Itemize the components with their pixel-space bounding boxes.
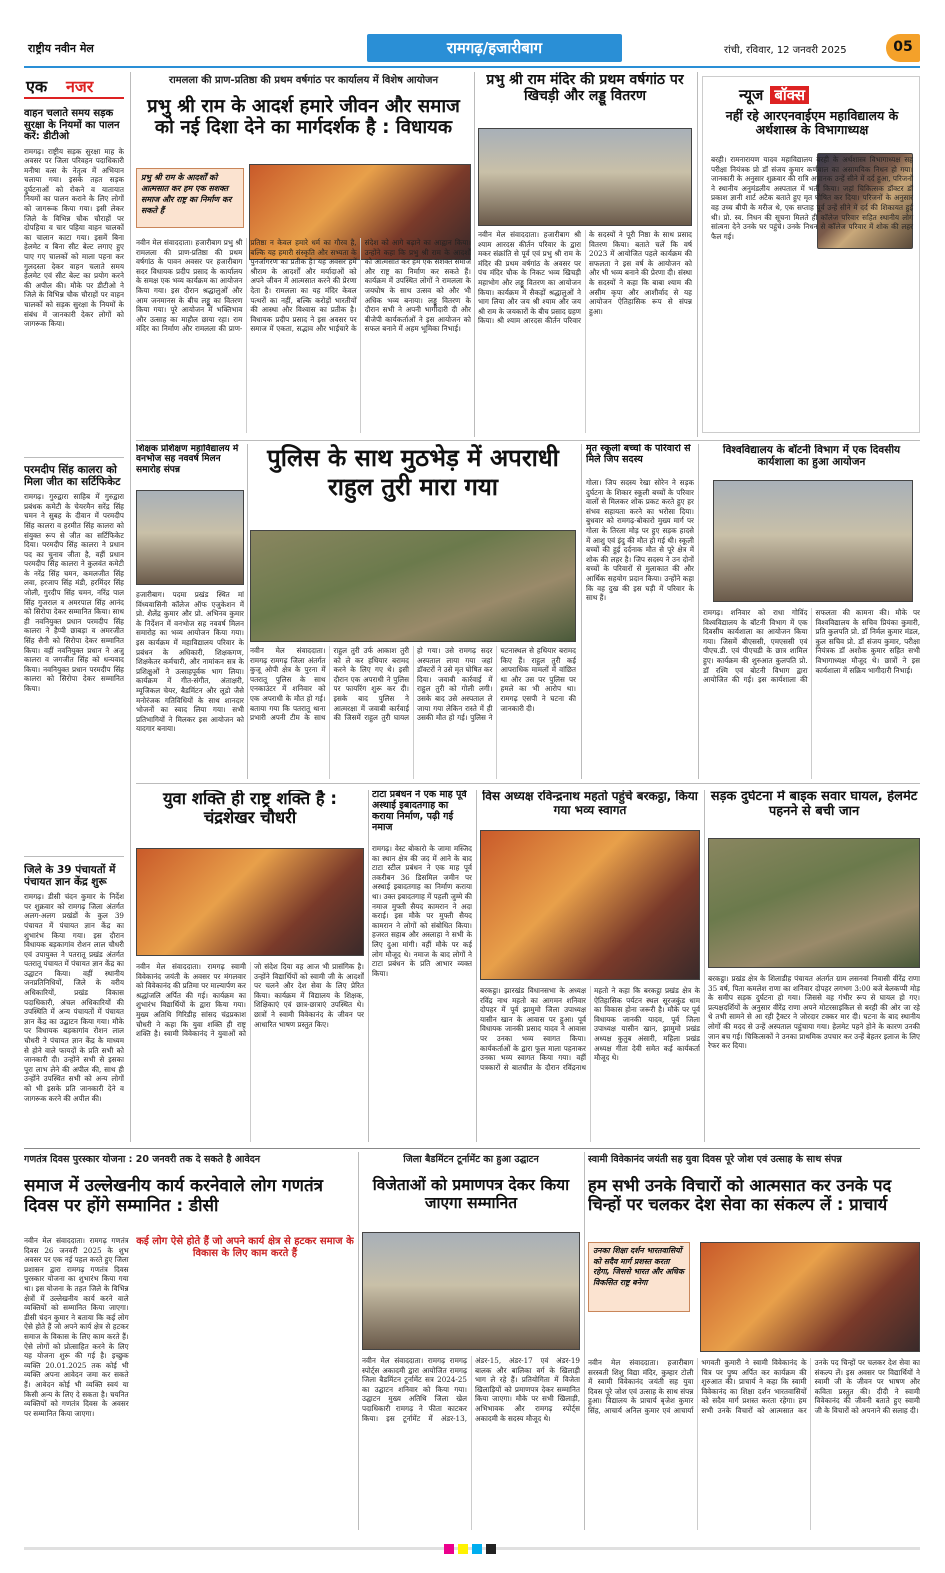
badminton-kicker: जिला बैडमिंटन टूर्नामेंट का हुआ उद्घाटन: [403, 1154, 539, 1165]
yuva-body: नवीन मेल संवाददाता। रामगढ़ स्वामी विवेकानंद जयंती के अवसर पर मंगलवार को विवेकानंद की प्रतिमा पर माल्यार्पण कर श्रद्धांजलि अर्पित की गई। कार्यक्रम का शुभारंभ विद्यार्थियों के द्वारा किया गया। मुख्य अतिथि गिरिडीह सांसद चंद्रप्रकाश चौधरी ने कहा कि युवा शक्ति ही राष्ट्र शक्ति है। स्वामी विवेकानंद ने युवाओं को जो संदेश दिया वह आज भी प्रासंगिक है। उन्होंने विद्यार्थियों को स्वामी जी के आदर्शों पर चलने और देश सेवा के लिए प्रेरित किया। कार्यक्रम में विद्यालय के शिक्षक, शिक्षिकाएं एवं छात्र-छात्राएं उपस्थित थे। छात्रों ने स्वामी विवेकानंद के जीवन पर आधारित भाषण प्रस्तुत किए।: [136, 962, 364, 1039]
workshop-body: रामगढ़। शनिवार को राधा गोविंद विश्वविद्यालय के बॉटनी विभाग में एक दिवसीय कार्यशाला का आयोजन किया गया। जिसमें बीएससी, एमएससी एवं पीएच.डी. एवं पीएचडी के छात्र शामिल हुए। कार्यक्रम की शुरुआत कुलपति प्रो. डॉ रश्मि एवं बोटनी विभाग द्वारा आयोजित की गई। इस कार्यशाला की सफलता की कामना की। मौके पर विश्वविद्यालय के सचिव प्रियंका कुमारी, प्रति कुलपति प्रो. डॉ निर्मल कुमार मंडल, कुल सचिव प्रो. डॉ संजय कुमार, परीक्षा नियंत्रक डॉ अशोक कुमार सहित सभी विभागाध्यक्ष मौजूद थे। छात्रों ने इस कार्यशाला में सक्रिय भागीदारी निभाई।: [703, 608, 920, 685]
news-box: [702, 76, 920, 433]
ek-nazar-headline-1: वाहन चलाते समय सड़क सुरक्षा के नियमों का पालन करें: डीटीओ: [24, 108, 120, 142]
ram-adarsh-quote: प्रभु श्री राम के आदर्शों को आत्मसात कर हम एक सशक्त समाज और राष्ट्र का निर्माण कर सकते हैं: [136, 168, 244, 228]
ek-nazar-column: [24, 72, 124, 1142]
shikshak-body: हजारीबाग। पदमा प्रखंड स्थित मां विंध्यवासिनी कॉलेज ऑफ एजुकेशन में प्रो. शैलेंद्र कुमार और प्रो. अभिनव कुमार के निर्देशन में वनभोज सह नववर्ष मिलन समारोह का भव्य आयोजन किया गया। इस कार्यक्रम में महाविद्यालय परिवार के प्रबंधन के अधिकारी, शिक्षकगण, शिक्षकेतर कर्मचारी, और नामांकन सत्र के प्रशिक्षुओं ने उत्साहपूर्वक भाग लिया। कार्यक्रम में गीत-संगीत, अंताक्षरी, म्यूजिकल चेयर, बैडमिंटन और लूडो जैसे मनोरंजक गतिविधियों के साथ शानदार भोजनों का स्वाद लिया गया। सभी प्रतिभागियों ने मिलकर इस आयोजन को यादगार बनाया।: [136, 590, 244, 734]
news-box-headline: नहीं रहे आरएनवाईएम महाविद्यालय के अर्थशास्त्र के विभागाध्यक्ष: [725, 108, 899, 138]
gantantra-subhead: कई लोग ऐसे होते हैं जो अपने कार्य क्षेत्र से हटकर समाज के विकास के लिए काम करते हैं: [136, 1236, 354, 1259]
tata-body: रामगढ़। वेस्ट बोकारो के जामा मस्जिद का स्थान क्षेत्र की जद में आने के बाद टाटा स्टील प्रबंधन ने एक माह पूर्व तकरीबन 36 डिसमिल जमीन पर अस्थाई इबादतगाह का निर्माण कराया था। उक्त इबादतगाह में पहली जुम्मे की नमाज मुफ्ती सैयद कामरान ने अदा कराई। इस मौके पर मुफ्ती सैयद कामरान ने लोगों को संबोधित किया। हजरत सहाब और अस्लाहा ने सभी के लिए दुआ मांगी। वहीं मौके पर कई लोग मौजूद थे। नमाज के बाद लोगों ने टाटा प्रबंधन के प्रति आभार व्यक्त किया।: [372, 844, 472, 978]
school-headline: मृत स्कूली बच्चों के परिवारों से मिले जिप सदस्य: [586, 444, 691, 465]
ek-nazar-item-1: [24, 108, 124, 453]
story-gantantra: [24, 1152, 354, 1530]
ek-nazar-item-2: [24, 464, 124, 852]
khichdi-photo: [478, 128, 692, 226]
news-box-label-b: बॉक्स: [770, 86, 809, 104]
accident-photo: [708, 838, 920, 968]
shikshak-headline: शिक्षक प्रशिक्षण महाविद्यालय में वनभोज सह नववर्ष मिलन समारोह संपन्न: [136, 444, 239, 475]
workshop-photo: [713, 480, 913, 602]
vivekanand-headline: हम सभी उनके विचारों को आत्मसात कर उनके पद चिन्हों पर चलकर देश सेवा का संकल्प लें : प्राचार्य: [588, 1176, 892, 1214]
tata-headline: टाटा प्रबंधन ने एक माह पूर्व अस्थाई इबादतगाह का कराया निर्माण, पढ़ी गई नमाज: [372, 790, 467, 833]
story-badminton: [362, 1152, 580, 1530]
khichdi-headline: प्रभु श्री राम मंदिर की प्रथम वर्षगांठ पर खिचड़ी और लड्डू वितरण: [486, 72, 684, 105]
story-yuva: [136, 790, 364, 1142]
mahto-headline: विस अध्यक्ष रविन्द्रनाथ महतो पहुंचे बरकट्ठा, किया गया भव्य स्वागत: [482, 790, 698, 817]
gantantra-kicker: गणतंत्र दिवस पुरस्कार योजना : 20 जनवरी तक दे सकते है आवेदन: [24, 1154, 261, 1165]
news-box-label-a: न्यूज: [739, 86, 764, 104]
shikshak-photo: [136, 490, 244, 585]
news-box-label: [739, 85, 809, 105]
ek-nazar-headline-3: जिले के 39 पंचायतों में पंचायत ज्ञान केंद्र शुरू: [24, 864, 116, 889]
badminton-photo: [362, 1232, 580, 1350]
ek-nazar-item-3: [24, 864, 124, 1142]
badminton-body: नवीन मेल संवाददाता। रामगढ़ रामगढ़ स्पोर्ट्स अकादमी द्वारा आयोजित रामगढ़ जिला बैडमिंटन टूर्नामेंट सत्र 2024-25 का उद्घाटन शनिवार को किया गया। उद्घाटन मुख्य अतिथि जिला खेल पदाधिकारी रामगढ़ ने फीता काटकर किया। इस टूर्नामेंट में अंडर-13, अंडर-15, अंडर-17 एवं अंडर-19 बालक और बालिका वर्ग के खिलाड़ी भाग ले रहे हैं। प्रतियोगिता में विजेता खिलाड़ियों को प्रमाणपत्र देकर सम्मानित किया जाएगा। मौके पर सभी खिलाड़ी, अभिभावक और रामगढ़ स्पोर्ट्स अकादमी के सदस्य मौजूद थे।: [362, 1356, 580, 1423]
story-accident: [708, 790, 920, 1142]
school-body: गोला। जिप सदस्य रेखा सोरेन ने सड़क दुर्घटना के शिकार स्कूली बच्चों के परिवार वालों से मिलकर शोक प्रकट करते हुए हर संभव सहायता करने का भरोसा दिया। बुधवार को रामगढ़-बोकारो मुख्य मार्ग पर गोला के तिरला मोड़ पर हुए सड़क हादसे में आशु एवं इंदु की मौत हो गई थी। स्कूली बच्चों की हुई दर्दनाक मौत से पूरे क्षेत्र में शोक की लहर है। जिप सदस्य ने उन दोनों बच्चों के परिवारों से मुलाकात की और आर्थिक सहयोग प्रदान किया। उन्होंने कहा कि वह दुख की इस घड़ी में परिवार के साथ हैं।: [586, 478, 694, 603]
workshop-headline: विश्वविद्यालय के बॉटनी विभाग में एक दिवसीय कार्यशाला का हुआ आयोजन: [722, 444, 901, 469]
ek-nazar-label-a: एक: [26, 77, 48, 96]
yuva-photo: [136, 848, 364, 956]
ek-nazar-label: [24, 72, 124, 100]
story-vivekanand: [588, 1152, 920, 1530]
mahto-body: बरकट्ठा। झारखंड विधानसभा के अध्यक्ष रविंद्र नाथ महतो का आगमन शनिवार दोपहर में पूर्व झामुमो जिला उपाध्यक्ष यासीन खान के आवास पर हुआ। पूर्व विधायक जानकी प्रसाद यादव ने आवास पर उनका भव्य स्वागत किया। कार्यकर्ताओं के द्वारा फूल माला पहनाकर उनका भव्य स्वागत किया गया। वहीं पत्रकारों से बातचीत के दौरान रविंद्रनाथ महतो ने कहा कि बरकट्ठा प्रखंड क्षेत्र के ऐतिहासिक पर्यटन स्थल सूरजकुंड धाम का विकास होना जरूरी है। मौके पर पूर्व विधायक जानकी यादव, पूर्व जिला उपाध्यक्ष यासीन खान, झामुमो प्रखंड अध्यक्ष कुतुब अंसारी, महिला प्रखंड अध्यक्ष गीता देवी समेत कई कार्यकर्ता मौजूद थे।: [480, 986, 700, 1072]
print-color-bar: [24, 1544, 920, 1554]
badminton-headline: विजेताओं को प्रमाणपत्र देकर किया जाएगा सम्मानित: [372, 1176, 570, 1212]
story-school: [586, 444, 694, 779]
news-box-body: बरही। रामनारायण यादव महाविद्यालय बरही के अर्थशास्त्र विभागाध्यक्ष सह परीक्षा नियंत्रक प्रो डॉ संजय कुमार कर्णवाल का असामयिक निधन हो गया। जानकारी के अनुसार शुक्रवार की रात्रि अचानक उन्हें सीने में दर्द हुआ, परिजनों ने स्थानीय अनुमंडलीय अस्पताल में भर्ती किया। जहां चिकित्सक डॉक्टर डॉ प्रकाश ज्ञानी शार्ट अटैक बताते हुए मृत घोषित कर दिया। परिजनों के अनुसार वह उच्च बीपी के मरीज थे, एक सप्ताह पूर्व उन्हें सीने में दर्द की शिकायत हुई थी। प्रो. स्व. निधन की सूचना मिलते ही कॉलेज परिवार सहित स्थानीय लोग सांत्वना देने उनके घर पहुंचे। उनके निधन से कॉलेज परिवार में शोक की लहर फैल गई।: [711, 155, 913, 241]
ram-adarsh-body: नवीन मेल संवाददाता। हजारीबाग प्रभु श्री रामलला की प्राण-प्रतिष्ठा की प्रथम वर्षगांठ के पावन अवसर पर हजारीबाग सदर विधायक प्रदीप प्रसाद के कार्यालय के समक्ष एक भव्य कार्यक्रम का आयोजन किया गया। इस दौरान श्रद्धालुओं और आम जनमानस के बीच लड्डू का वितरण किया गया। पूरे आयोजन में भक्तिभाव और उत्साह का माहौल छाया रहा। राम मंदिर का निर्माण और रामलला की प्राण-प्रतिष्ठा न केवल हमारे धर्म का गौरव है, बल्कि यह हमारी संस्कृति और सभ्यता के पुनर्जागरण का प्रतीक है। यह अवसर हमें श्रीराम के आदर्शों और मर्यादाओं को अपने जीवन में आत्मसात करने की प्रेरणा देता है। रामलला का यह मंदिर केवल पत्थरों का नहीं, बल्कि करोड़ों भारतीयों की आस्था और विश्वास का प्रतीक है। विधायक प्रदीप प्रसाद ने इस अवसर पर समाज में एकता, सद्भाव और भाईचारे के संदेश को आगे बढ़ाने का आह्वान किया। उन्होंने कहा कि प्रभु श्री राम के आदर्शों को आत्मसात कर हम एक सशक्त समाज और राष्ट्र का निर्माण कर सकते हैं। कार्यक्रम में उपस्थित लोगों ने रामलला के जयघोष के साथ उत्सव को और भी अधिक भव्य बनाया। लड्डू वितरण के दौरान सभी ने अपनी भागीदारी दी और बीजेपी कार्यकर्ताओं ने इस आयोजन को सफल बनाने में अहम भूमिका निभाई।: [136, 238, 471, 334]
accident-body: बरकट्ठा। प्रखंड क्षेत्र के शिलाडीह पंचायत अंतर्गत ग्राम लसनवां निवासी वीरेंद्र राणा 35 वर्ष, पिता कमलेश राणा का शनिवार दोपहर लगभग 3:00 बजे बेलकप्पी मोड़ के समीप सड़क दुर्घटना हो गया। जिससे वह गंभीर रूप से घायल हो गए। प्रत्यक्षदर्शियों के अनुसार वीरेंद्र राणा अपने मोटरसाइकिल से बरही की ओर जा रहे थे तभी सामने से आ रही ट्रैक्टर ने जोरदार टक्कर मार दी। घटना के बाद स्थानीय लोगों की मदद से उन्हें अस्पताल पहुंचाया गया। हेलमेट पहने होने के कारण उनकी जान बच गई। चिकित्सकों ने उनका प्राथमिक उपचार कर उन्हें बेहतर इलाज के लिए रेफर कर दिया।: [708, 974, 920, 1051]
ek-nazar-headline-2: परमदीप सिंह कालरा को मिला जीत का सर्टिफिकेट: [24, 464, 121, 489]
vivekanand-photo: [700, 1242, 920, 1352]
story-khichdi: [478, 72, 692, 437]
story-police: [250, 444, 576, 779]
ek-nazar-body-2: रामगढ़। गुरुद्वारा साहिब में गुरुद्वारा प्रबंधक कमेटी के चेयरमैन सरेंद्र सिंह चमन ने सुबह के दीवान में परमदीप सिंह कालरा व हरमीत सिंह कालरा को संयुक्त रूप से जीत का सर्टिफिकेट दिया। परमदीप सिंह कालरा ने प्रधान पद का चुनाव जीता है, वहीं प्रधान परमदीप सिंह कालरा ने कुलवंत कमेटी के नरेंद्र सिंह चमन, कमलजीत सिंह लवा, हरजाप सिंह मंडी, हरमिंदर सिंह जोली, गुरदीप सिंह चमन, नरिंद्र पाल सिंह गुजराल व अमरपाल सिंह आनंद को सिरोपा देकर सम्मानित किया। साथ ही नवनियुक्त प्रधान परमदीप सिंह कालरा ने हैप्पी छाबड़ा व अमरजीत सिंह सैनी को सिरोपा देकर सम्मानित किया। वहीं नवनियुक्त प्रधान ने अजु कालरा व जगजीत सिंह को धन्यवाद किया। नवनियुक्त प्रधान परमदीप सिंह कालरा को सिरोपा देकर सम्मानित किया।: [24, 492, 124, 693]
ram-adarsh-headline: प्रभु श्री राम के आदर्श हमारे जीवन और समाज को नई दिशा देने का मार्गदर्शक है : विधायक: [147, 96, 460, 139]
khichdi-body: नवीन मेल संवाददाता। हजारीबाग श्री श्याम आरदस कीर्तन परिवार के द्वारा मकर संक्रांति से पूर्व एवं प्रभु श्री राम के मंदिर की प्रथम वर्षगांठ के अवसर पर पंच मंदिर चौक के निकट भव्य खिचड़ी महाभोग और लड्डू वितरण का आयोजन किया। कार्यक्रम में सैकड़ों श्रद्धालुओं ने भाग लिया और जय श्री श्याम और जय श्री राम के जयकारों के बीच प्रसाद ग्रहण किया। श्री श्याम आरदस कीर्तन परिवार के सदस्यों ने पूरी निष्ठा के साथ प्रसाद वितरण किया। बताते चलें कि वर्ष 2023 में आयोजित पहले कार्यक्रम की सफलता ने इस वर्ष के आयोजन को और भी भव्य बनाने की प्रेरणा दी। संस्था के सदस्यों ने कहा कि बाबा श्याम की असीम कृपा और आशीर्वाद से यह आयोजन ऐतिहासिक रूप से संपन्न हुआ।: [478, 230, 692, 326]
gantantra-headline: समाज में उल्लेखनीय कार्य करनेवाले लोग गणतंत्र दिवस पर होंगे सम्मानित : डीसी: [24, 1176, 324, 1216]
mahto-photo: [480, 830, 700, 980]
ek-nazar-body-1: रामगढ़। राष्ट्रीय सड़क सुरक्षा माह के अवसर पर जिला परिवहन पदाधिकारी मनीषा वत्स के नेतृत्व में अभियान चलाया गया। इसके तहत सड़क दुर्घटनाओं को रोकने व यातायात नियमों का पालन कराने के लिए लोगों को जागरूक किया गया। इसी लेकर जिले के विभिन्न चौक चौराहों पर दोपहिया व चार पहिया वाहन चालकों का चालान काटा गया। इसमें बिना हेलमेट व बिना सीट बेल्ट लगाए हुए पाए गए चालकों को माला पहना कर गुलदस्ता देकर वाहन चलाते समय हेलमेट एवं सीट बेल्ट का प्रयोग करने की अपील की। मौके पर डीटीओ ने जिले के विभिन्न चौक चौराहों पर वाहन चालकों को सड़क सुरक्षा के नियमों के संबंध में जानकारी देकर लोगों को जागरूक किया।: [24, 146, 124, 329]
vivekanand-quote: उनका शिक्षा दर्शन भारतवासियों को सदैव मार्ग प्रशस्त करता रहेगा, जिससे भारत और अधिक विकसित राष्ट्र बनेगा: [588, 1242, 690, 1312]
ek-nazar-label-b: नजर: [66, 77, 94, 96]
issue-date: रांची, रविवार, 12 जनवरी 2025: [724, 45, 847, 56]
ram-adarsh-kicker: रामलला की प्राण-प्रतिष्ठा की प्रथम वर्षगांठ पर कार्यालय में विशेष आयोजन: [168, 75, 438, 86]
vivekanand-body: नवीन मेल संवाददाता। हजारीबाग सरस्वती शिशु विद्या मंदिर, कुम्हार टोली में स्वामी विवेकानंद जयंती सह युवा दिवस पूरे जोश एवं उत्साह के साथ संपन्न हुआ। विद्यालय के प्राचार्य बृजेश कुमार सिंह, आचार्य अनिल कुमार एवं आचार्या भगवती कुमारी ने स्वामी विवेकानंद के चित्र पर पुष्प अर्पित कर कार्यक्रम की शुरुआत की। प्राचार्य ने कहा कि स्वामी विवेकानंद का शिक्षा दर्शन भारतवासियों को सदैव मार्ग प्रशस्त करता रहेगा। हम सभी उनके विचारों को आत्मसात कर उनके पद चिन्हों पर चलकर देश सेवा का संकल्प लें। इस अवसर पर विद्यार्थियों ने स्वामी जी के जीवन पर भाषण और कविता प्रस्तुत की। दीदी ने स्वामी विवेकानंद की जीवनी बताते हुए स्वामी जी के विचारों को अपनाने की सलाह दी।: [588, 1358, 920, 1415]
yuva-headline: युवा शक्ति ही राष्ट्र शक्ति है : चंद्रशेखर चौधरी: [162, 790, 338, 827]
accident-headline: सड़क दुर्घटना में बाइक सवार घायल, हेलमेट पहनने से बची जान: [710, 790, 918, 819]
paper-name: राष्ट्रीय नवीन मेल: [28, 42, 94, 55]
section-title: रामगढ़/हजारीबाग: [446, 39, 543, 57]
page-number: 05: [893, 39, 913, 55]
story-workshop: [703, 444, 920, 779]
ek-nazar-body-3: रामगढ़। डीसी चंदन कुमार के निर्देश पर शुक्रवार को रामगढ़ जिला अंतर्गत अलग-अलग प्रखंडों के कुल 39 पंचायत में पंचायत ज्ञान केंद्र का शुभारंभ किया गया। इस दौरान विधायक बड़कागांव रोशन लाल चौधरी एवं उपायुक्त ने पतरातू प्रखंड अंतर्गत पतरातू पंचायत में पंचायत ज्ञान केंद्र का उद्घाटन किया। वहीं स्थानीय जनप्रतिनिधियों, जिले के वरीय अधिकारियों, प्रखंड विकास पदाधिकारी, अंचल अधिकारियों की उपस्थिति में अन्य पंचायतों में पंचायत ज्ञान केंद्र का उद्घाटन किया गया। मौके पर विधायक बड़कागांव रोशन लाल चौधरी ने पंचायत ज्ञान केंद्र के माध्यम से होने वाले फायदों के प्रति सभी को जानकारी दी। उन्होंने सभी से इसका पूरा लाभ लेने की अपील की, साथ ही उन्होंने उपस्थित सभी को अन्य लोगों को भी इसके प्रति जानकारी देने व जागरूक करने की अपील की।: [24, 892, 124, 1103]
police-headline: पुलिस के साथ मुठभेड़ में अपराधी राहुल तुरी मारा गया: [267, 444, 559, 502]
masthead: [24, 34, 920, 64]
story-tata: [372, 790, 472, 1142]
story-ram-adarsh: [136, 72, 471, 437]
story-mahto: [480, 790, 700, 1142]
story-shikshak: [136, 444, 244, 779]
police-body: नवीन मेल संवाददाता। रामगढ़ रामगढ़ जिला अंतर्गत कुजू ओपी क्षेत्र के पुरना में पतरातू पुलिस के साथ एनकाउंटर में शनिवार को एक अपराधी के मौत हो गई। बताया गया कि पतरातू थाना प्रभारी अपनी टीम के साथ राहुल तुरी उर्फ आकाश तुरी को ले कर हथियार बरामद करने के लिए गए थे। इसी दौरान एक अपराधी ने पुलिस पर फायरिंग शुरू कर दी। इसके बाद पुलिस ने आत्मरक्षा में जवाबी कार्रवाई की जिसमें राहुल तुरी घायल हो गया। उसे रामगढ़ सदर अस्पताल लाया गया जहां डॉक्टरों ने उसे मृत घोषित कर दिया। जवाबी कार्रवाई में राहुल तुरी को गोली लगी। उसके बाद उसे अस्पताल ले जाया गया लेकिन रास्ते में ही उसकी मौत हो गई। पुलिस ने घटनास्थल से हथियार बरामद किए हैं। राहुल तुरी कई आपराधिक मामलों में वांछित था और उस पर पुलिस पर हमले का भी आरोप था। रामगढ़ एसपी ने घटना की जानकारी दी।: [250, 646, 576, 723]
vivekanand-kicker: स्वामी विवेकानंद जयंती सह युवा दिवस पूरे जोश एवं उत्साह के साथ संपन्न: [588, 1154, 842, 1165]
police-photo: [250, 530, 576, 642]
gantantra-body: नवीन मेल संवाददाता। रामगढ़ गणतंत्र दिवस 26 जनवरी 2025 के शुभ अवसर पर एक नई पहल करते हुए जिला प्रशासन द्वारा रामगढ़ गणतंत्र दिवस पुरस्कार योजना का शुभारंभ किया गया था। इस योजना के तहत जिले के विभिन्न क्षेत्रों में उल्लेखनीय कार्य करने वाले व्यक्तियों को सम्मानित किया जाएगा। डीसी चंदन कुमार ने बताया कि कई लोग ऐसे होते हैं जो अपने कार्य क्षेत्र से हटकर समाज के विकास के लिए काम करते हैं। ऐसे लोगों को प्रोत्साहित करने के लिए यह योजना शुरू की गई है। इच्छुक व्यक्ति 20.01.2025 तक कोई भी व्यक्ति अपना आवेदन जमा कर सकते हैं। आवेदन कोई भी व्यक्ति स्वयं या किसी अन्य के लिए दे सकता है। चयनित व्यक्तियों को गणतंत्र दिवस के अवसर पर सम्मानित किया जाएगा।: [24, 1236, 129, 1418]
